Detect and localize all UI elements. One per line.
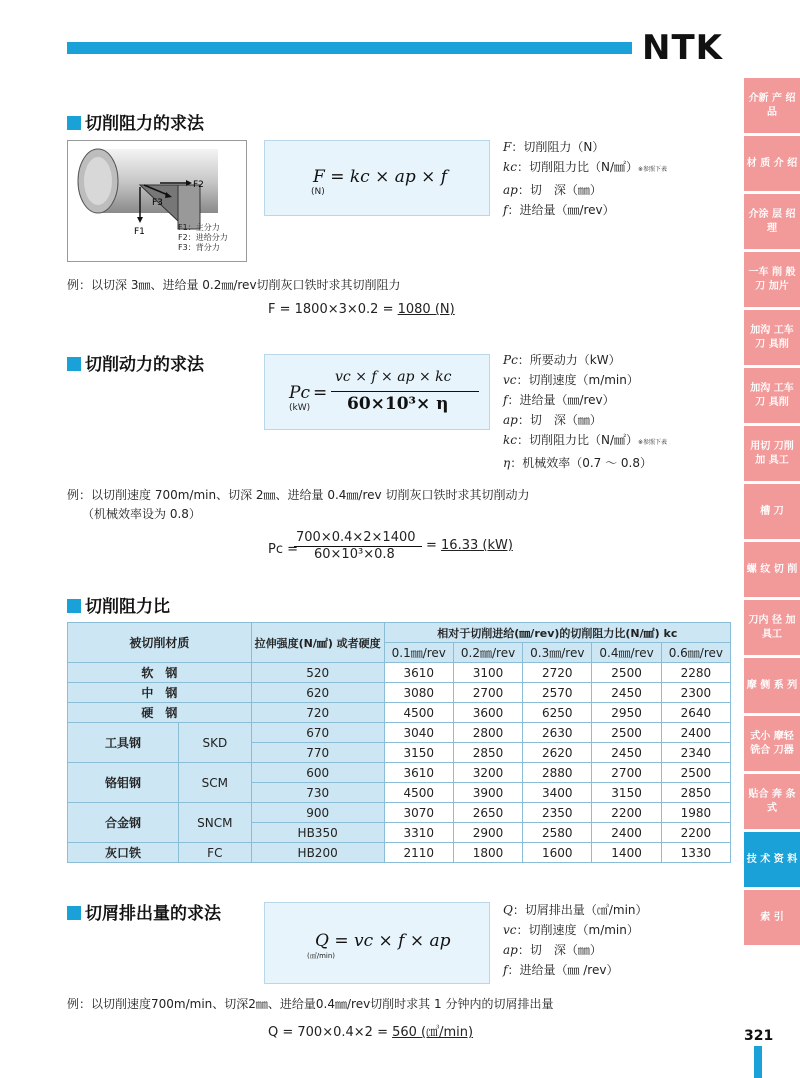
strength-cell: 900 [251, 803, 384, 823]
power-formula-unit: (kW) [289, 403, 311, 413]
material-cell: 合金钢 [68, 803, 179, 843]
legend-symbol: Pc [503, 353, 518, 367]
ratio-value-cell: 3080 [384, 683, 453, 703]
ratio-value-cell: 2650 [453, 803, 522, 823]
legend-text: ：切削速度（m/min） [516, 373, 639, 387]
example-cutting-force: 例：以切深 3㎜、进给量 0.2㎜/rev切削灰口铁时求其切削阻力 [67, 278, 401, 292]
legend-row [503, 453, 667, 473]
ratio-value-cell: 1600 [523, 843, 592, 863]
side-tab-0[interactable]: 介新 产 绍品 [744, 78, 800, 133]
strength-cell: 620 [251, 683, 384, 703]
side-index-tabs [744, 78, 800, 948]
ratio-value-cell: 1980 [661, 803, 730, 823]
side-tab-2[interactable]: 介涂 层 绍理 [744, 194, 800, 249]
ratio-value-cell: 2700 [592, 763, 661, 783]
ratio-value-cell: 3610 [384, 763, 453, 783]
ratio-value-cell: 2450 [592, 683, 661, 703]
ratio-value-cell: 1800 [453, 843, 522, 863]
force-label-f1: F1 [134, 227, 145, 237]
header-strength: 拉伸强度(N/㎟) 或者硬度 [251, 623, 384, 663]
side-tab-14[interactable]: 索 引 [744, 890, 800, 945]
legend-symbol: f [503, 963, 508, 977]
cutting-force-formula: F = kc × ap × f [313, 167, 448, 187]
bullet-square-icon [67, 906, 81, 920]
legend-symbol: kc [503, 433, 517, 447]
legend-row [503, 430, 667, 453]
side-tab-1[interactable]: 材 质 介 绍 [744, 136, 800, 191]
ratio-value-cell: 2200 [592, 803, 661, 823]
ratio-value-cell: 4500 [384, 783, 453, 803]
power-formula-numerator: vc × f × ap × kc [335, 369, 452, 385]
legend-symbol: kc [503, 160, 517, 174]
side-tab-12[interactable]: 贴合 奔 条式 [744, 774, 800, 829]
side-tab-7[interactable]: 槽 刀 [744, 484, 800, 539]
ratio-value-cell: 2720 [523, 663, 592, 683]
material-code-cell: SCM [179, 763, 252, 803]
legend-text: ：切削速度（m/min） [516, 923, 639, 937]
side-tab-5[interactable]: 加沟 工车 刀 具削 [744, 368, 800, 423]
formula-unit: (N) [311, 187, 325, 197]
section-title-cutting-power: 切削动力的求法 [67, 354, 204, 376]
strength-cell: 520 [251, 663, 384, 683]
bullet-square-icon [67, 599, 81, 613]
legend-row [503, 350, 667, 370]
ratio-value-cell: 2640 [661, 703, 730, 723]
power-formula-lhs: Pc [289, 383, 310, 403]
feed-header: 0.4㎜/rev [592, 643, 661, 663]
ratio-value-cell: 3150 [592, 783, 661, 803]
table-row [68, 843, 731, 863]
legend-text: ：切 深（㎜） [517, 413, 602, 427]
ratio-value-cell: 2500 [661, 763, 730, 783]
legend-text: ：切削阻力比（N/㎟） [517, 433, 639, 447]
ratio-value-cell: 2350 [523, 803, 592, 823]
ratio-value-cell: 3150 [384, 743, 453, 763]
ratio-value-cell: 2400 [592, 823, 661, 843]
feed-header: 0.3㎜/rev [523, 643, 592, 663]
example-chip-volume: 例：以切削速度700m/min、切深2㎜、进给量0.4㎜/rev切削时求其 1 分钟内的切屑排出量 [67, 997, 554, 1011]
bullet-square-icon [67, 116, 81, 130]
table-row [68, 723, 731, 743]
header-bar [67, 42, 632, 54]
side-tab-4[interactable]: 加沟 工车 刀 具削 [744, 310, 800, 365]
fraction-bar [331, 391, 479, 392]
legend-note: ※参照下表 [638, 439, 668, 446]
legend-row [503, 900, 648, 920]
material-cell: 硬 钢 [68, 703, 252, 723]
side-tab-13[interactable]: 技 术 资 料 [744, 832, 800, 887]
strength-cell: 670 [251, 723, 384, 743]
ratio-value-cell: 3200 [453, 763, 522, 783]
ratio-value-cell: 2500 [592, 723, 661, 743]
strength-cell: 770 [251, 743, 384, 763]
legend-row [503, 920, 648, 940]
legend-symbol: vc [503, 373, 517, 387]
ratio-value-cell: 3900 [453, 783, 522, 803]
ratio-value-cell: 2700 [453, 683, 522, 703]
strength-cell: HB350 [251, 823, 384, 843]
legend-text: ：切 深（㎜） [517, 183, 602, 197]
legend-text: ：所要动力（kW） [517, 353, 621, 367]
legend-symbol: F [503, 140, 512, 154]
force-label-f3: F3 [152, 198, 163, 208]
bullet-square-icon [67, 357, 81, 371]
legend-text: ：切削阻力比（N/㎟） [517, 160, 639, 174]
legend-note: ※参照下表 [638, 166, 668, 173]
strength-cell: 600 [251, 763, 384, 783]
force-label-f2: F2 [193, 180, 204, 190]
legend-text: ：机械效率（0.7 ～ 0.8） [510, 456, 653, 470]
ratio-value-cell: 4500 [384, 703, 453, 723]
section-title-force-ratio: 切削阻力比 [67, 596, 170, 618]
ratio-value-cell: 3610 [384, 663, 453, 683]
ratio-value-cell: 3600 [453, 703, 522, 723]
legend-row [503, 137, 667, 157]
ratio-value-cell: 2450 [592, 743, 661, 763]
ratio-value-cell: 2570 [523, 683, 592, 703]
strength-cell: HB200 [251, 843, 384, 863]
calc-chip-volume: Q = 700×0.4×2 = 560 (㎤/min) [268, 1025, 474, 1040]
cutting-power-legend [503, 350, 667, 473]
ratio-value-cell: 2500 [592, 663, 661, 683]
material-code-cell: FC [179, 843, 252, 863]
ratio-value-cell: 2880 [523, 763, 592, 783]
table-row [68, 703, 731, 723]
table-row [68, 663, 731, 683]
legend-row [503, 960, 648, 980]
ratio-value-cell: 6250 [523, 703, 592, 723]
legend-row [503, 940, 648, 960]
ratio-value-cell: 2400 [661, 723, 730, 743]
header-material: 被切削材质 [68, 623, 252, 663]
example-cutting-power-note: （机械效率设为 0.8） [82, 507, 201, 521]
page-number: 321 [744, 1028, 774, 1044]
ratio-value-cell: 2110 [384, 843, 453, 863]
ratio-value-cell: 2850 [661, 783, 730, 803]
ratio-value-cell: 1330 [661, 843, 730, 863]
legend-symbol: ap [503, 943, 518, 957]
power-formula-denominator: 60×10³× η [347, 394, 449, 414]
legend-symbol: vc [503, 923, 517, 937]
legend-text: ：进给量（㎜/rev） [507, 393, 615, 407]
ratio-value-cell: 2580 [523, 823, 592, 843]
equals: = [313, 383, 328, 403]
material-cell: 软 钢 [68, 663, 252, 683]
legend-symbol: ap [503, 183, 518, 197]
ratio-value-cell: 2630 [523, 723, 592, 743]
legend-symbol: f [503, 203, 508, 217]
page-number-bar [754, 1046, 762, 1078]
ratio-value-cell: 2950 [592, 703, 661, 723]
strength-cell: 730 [251, 783, 384, 803]
ratio-value-cell: 2850 [453, 743, 522, 763]
legend-row [503, 370, 667, 390]
brand-logo: NTK [642, 28, 723, 68]
ratio-value-cell: 2800 [453, 723, 522, 743]
ratio-value-cell: 2620 [523, 743, 592, 763]
chip-formula-unit: (㎤/min) [307, 952, 336, 960]
force-legend: F1：主分力 F2：进给分力 F3：背分力 [178, 223, 228, 252]
strength-cell: 720 [251, 703, 384, 723]
legend-row [503, 390, 667, 410]
ratio-value-cell: 3100 [453, 663, 522, 683]
material-code-cell: SNCM [179, 803, 252, 843]
side-tab-11[interactable]: 式小 摩轻 铣合 刀器 [744, 716, 800, 771]
table-row [68, 683, 731, 703]
section-title-chip-volume: 切屑排出量的求法 [67, 903, 221, 925]
cutting-force-ratio-table [67, 622, 731, 863]
table-row [68, 763, 731, 783]
ratio-value-cell: 3400 [523, 783, 592, 803]
example-cutting-power: 例：以切削速度 700m/min、切深 2㎜、进给量 0.4㎜/rev 切削灰口铁时求其切削动力 [67, 488, 530, 502]
side-tab-8[interactable]: 螺 纹 切 削 [744, 542, 800, 597]
ratio-value-cell: 3040 [384, 723, 453, 743]
legend-text: ：进给量（㎜ /rev） [507, 963, 619, 977]
calc-cutting-force: F = 1800×3×0.2 = 1080 (N) [268, 302, 455, 317]
ratio-value-cell: 2280 [661, 663, 730, 683]
legend-text: ：切 深（㎜） [517, 943, 602, 957]
legend-symbol: η [503, 456, 511, 470]
cutting-force-formula-box [264, 140, 490, 216]
legend-row [503, 157, 667, 180]
side-tab-3[interactable]: 一车 削 般刀 加片 [744, 252, 800, 307]
feed-header: 0.2㎜/rev [453, 643, 522, 663]
legend-row [503, 200, 667, 220]
feed-header: 0.6㎜/rev [661, 643, 730, 663]
table-row [68, 803, 731, 823]
cutting-force-diagram [67, 140, 247, 262]
legend-symbol: ap [503, 413, 518, 427]
side-tab-6[interactable]: 用切 刀削 加 具工 [744, 426, 800, 481]
legend-symbol: f [503, 393, 508, 407]
ratio-value-cell: 2900 [453, 823, 522, 843]
section-title-cutting-force: 切削阻力的求法 [67, 113, 204, 135]
legend-row [503, 180, 667, 200]
material-cell: 铬钼钢 [68, 763, 179, 803]
cutting-power-formula-box [264, 354, 490, 430]
ratio-value-cell: 3070 [384, 803, 453, 823]
header-ratio: 相对于切削进给(㎜/rev)的切削阻力比(N/㎟) kc [384, 623, 730, 643]
ratio-value-cell: 2340 [661, 743, 730, 763]
chip-volume-formula: Q = vc × f × ap [315, 931, 451, 951]
legend-text: ：切屑排出量（㎤/min） [512, 903, 648, 917]
material-cell: 灰口铁 [68, 843, 179, 863]
cutting-force-legend [503, 137, 667, 220]
ratio-value-cell: 2200 [661, 823, 730, 843]
legend-row [503, 410, 667, 430]
side-tab-9[interactable]: 刀内 径 加 具工 [744, 600, 800, 655]
ratio-value-cell: 3310 [384, 823, 453, 843]
chip-volume-formula-box [264, 902, 490, 984]
legend-symbol: Q [503, 903, 513, 917]
chip-volume-legend [503, 900, 648, 980]
ratio-value-cell: 1400 [592, 843, 661, 863]
material-cell: 工具钢 [68, 723, 179, 763]
material-cell: 中 钢 [68, 683, 252, 703]
material-code-cell: SKD [179, 723, 252, 763]
side-tab-10[interactable]: 摩 侧 系 列 [744, 658, 800, 713]
legend-text: ：切削阻力（N） [511, 140, 605, 154]
ratio-value-cell: 2300 [661, 683, 730, 703]
feed-header: 0.1㎜/rev [384, 643, 453, 663]
legend-text: ：进给量（㎜/rev） [507, 203, 615, 217]
